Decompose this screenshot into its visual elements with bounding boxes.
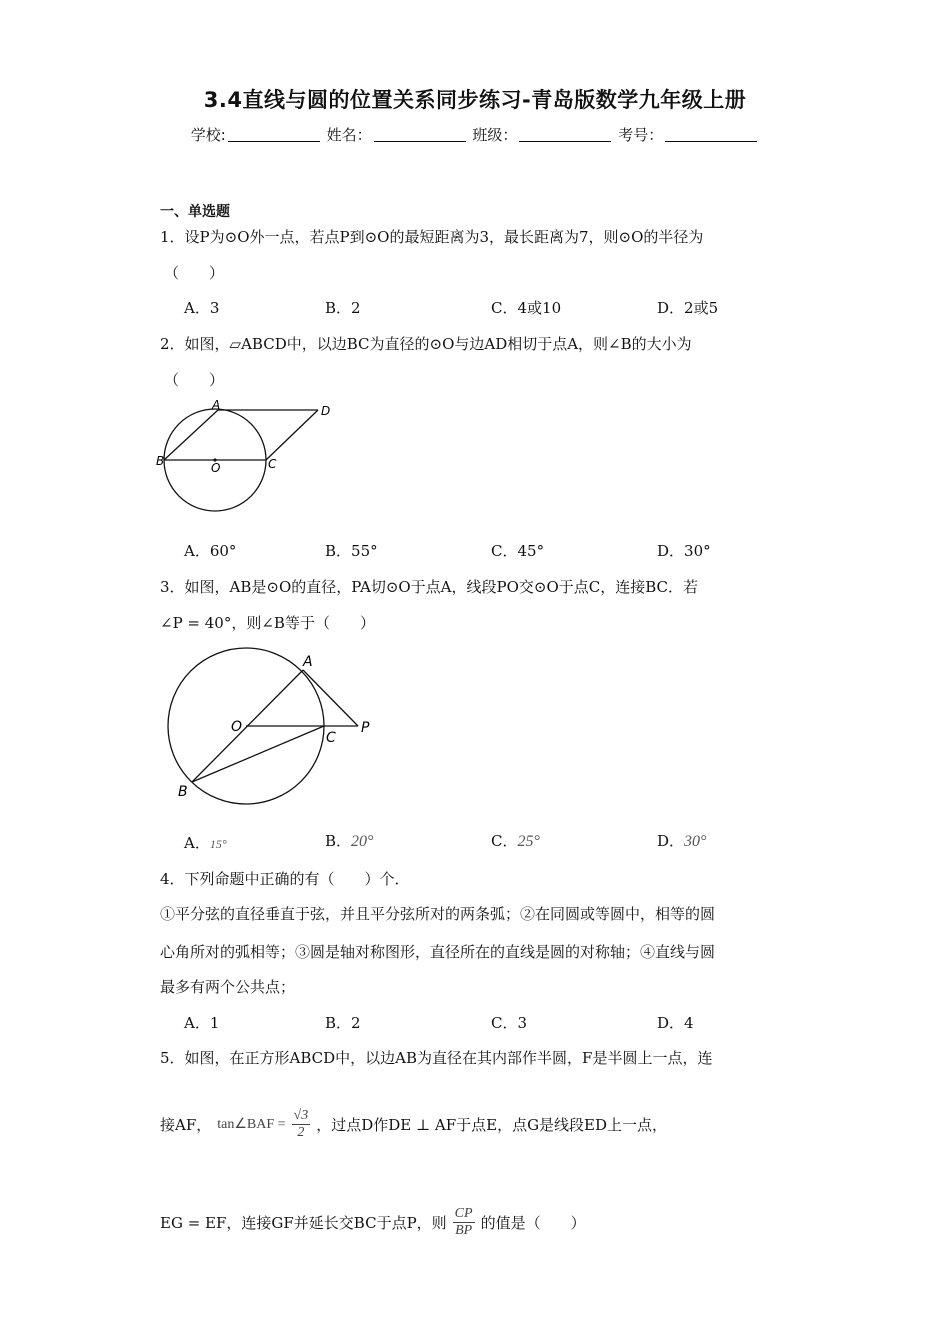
q5-ratio-numerator: CP xyxy=(454,1206,473,1221)
school-blank[interactable] xyxy=(228,127,320,142)
q1-stem: 1．设P为⊙O外一点，若点P到⊙O的最短距离为3，最长距离为7，则⊙O的半径为 xyxy=(160,228,704,246)
q4-body-line2: 心角所对的弧相等；③圆是轴对称图形，直径所在的直线是圆的对称轴；④直线与圆 xyxy=(160,943,716,961)
name-label: 姓名： xyxy=(326,126,372,144)
q3-tangent-pa xyxy=(303,670,358,726)
q2-label-a: A xyxy=(212,398,221,412)
q3-stem-line2: ∠P = 40°，则∠B等于（ ） xyxy=(160,614,375,632)
q3-label-p: P xyxy=(361,720,370,736)
q2-label-c: C xyxy=(268,457,277,471)
q3-option-b-letter: B． xyxy=(325,832,352,850)
q5-line2-end: ，过点D作DE ⊥ AF于点E，点G是线段ED上一点， xyxy=(316,1116,668,1134)
q3-option-c[interactable] xyxy=(491,830,540,851)
q5-stem: 5．如图，在正方形ABCD中，以边AB为直径在其内部作半圆，F是半圆上一点，连 xyxy=(160,1049,713,1067)
q4-body-line1: ①平分弦的直径垂直于弦，并且平分弦所对的两条弧；②在同圆或等圆中，相等的圆 xyxy=(160,905,716,923)
q3-option-c-value: 25° xyxy=(517,833,540,850)
q2-label-d: D xyxy=(321,404,331,418)
q4-stem: 4．下列命题中正确的有（ ）个． xyxy=(160,870,410,888)
q3-label-o: O xyxy=(231,719,243,735)
q3-label-a: A xyxy=(303,654,313,670)
q3-option-a-letter: A． xyxy=(184,834,210,852)
q5-tan-denominator: 2 xyxy=(297,1125,305,1140)
q3-option-d-value: 30° xyxy=(684,833,707,850)
q3-label-c: C xyxy=(326,730,336,746)
q5-line3 xyxy=(160,1206,586,1239)
q3-option-a-value: 15° xyxy=(209,837,227,851)
page-title: 3.4直线与圆的位置关系同步练习-青岛版数学九年级上册 xyxy=(203,88,747,112)
q3-segment-bc xyxy=(192,726,324,782)
q1-option-d[interactable]: D．2或5 xyxy=(657,299,719,317)
class-blank[interactable] xyxy=(519,127,611,142)
name-blank[interactable] xyxy=(374,127,466,142)
q4-option-b[interactable]: B．2 xyxy=(325,1014,361,1032)
q2-segment-dc xyxy=(266,410,318,460)
q3-figure xyxy=(160,640,380,815)
q1-option-c[interactable]: C．4或10 xyxy=(491,299,562,317)
q1-paren: （ ） xyxy=(164,264,225,282)
q5-line2 xyxy=(160,1108,667,1141)
q2-stem: 2．如图，▱ABCD中，以边BC为直径的⊙O与边AD相切于点A，则∠B的大小为 xyxy=(160,335,692,353)
q1-option-b[interactable]: B．2 xyxy=(325,299,361,317)
section-title: 一、单选题 xyxy=(160,204,230,220)
q2-label-b: B xyxy=(156,454,165,468)
q3-option-b-value: 20° xyxy=(351,833,374,850)
q4-option-d[interactable]: D．4 xyxy=(657,1014,694,1032)
exam-no-label: 考号： xyxy=(618,126,664,144)
q3-option-c-letter: C． xyxy=(491,832,518,850)
q2-paren: （ ） xyxy=(164,371,225,389)
q2-option-a[interactable]: A．60° xyxy=(184,542,237,560)
q5-line3-start: EG = EF，连接GF并延长交BC于点P，则 xyxy=(160,1214,447,1232)
q2-option-d[interactable]: D．30° xyxy=(657,542,711,560)
q3-option-b[interactable] xyxy=(325,830,373,851)
q4-option-c[interactable]: C．3 xyxy=(491,1014,528,1032)
q3-option-d-letter: D． xyxy=(657,832,685,850)
q5-tan-fraction xyxy=(292,1108,311,1141)
q3-stem: 3．如图，AB是⊙O的直径，PA切⊙O于点A，线段PO交⊙O于点C，连接BC．若 xyxy=(160,578,699,596)
q4-body-line3: 最多有两个公共点； xyxy=(160,978,296,996)
q2-figure xyxy=(150,398,340,513)
q5-line3-end: 的值是（ ） xyxy=(480,1214,586,1232)
q2-option-b[interactable]: B．55° xyxy=(325,542,378,560)
q3-option-d[interactable] xyxy=(657,830,706,851)
q1-option-a[interactable]: A．3 xyxy=(184,299,220,317)
q5-line2-start: 接AF， xyxy=(160,1116,212,1134)
q5-tan-expression: tan∠BAF = xyxy=(217,1117,286,1132)
q3-label-b: B xyxy=(178,784,188,800)
q5-ratio-denominator: BP xyxy=(455,1223,473,1238)
q2-label-o: O xyxy=(211,461,221,475)
exam-no-blank[interactable] xyxy=(665,127,757,142)
school-label: 学校: xyxy=(190,126,226,144)
q3-option-a[interactable] xyxy=(184,832,227,853)
q2-option-c[interactable]: C．45° xyxy=(491,542,545,560)
class-label: 班级： xyxy=(472,126,518,144)
q4-option-a[interactable]: A．1 xyxy=(184,1014,220,1032)
q5-ratio-fraction xyxy=(453,1206,475,1239)
q5-tan-numerator: √3 xyxy=(293,1108,309,1123)
student-info-row xyxy=(0,124,950,145)
q2-segment-ba xyxy=(164,410,218,460)
